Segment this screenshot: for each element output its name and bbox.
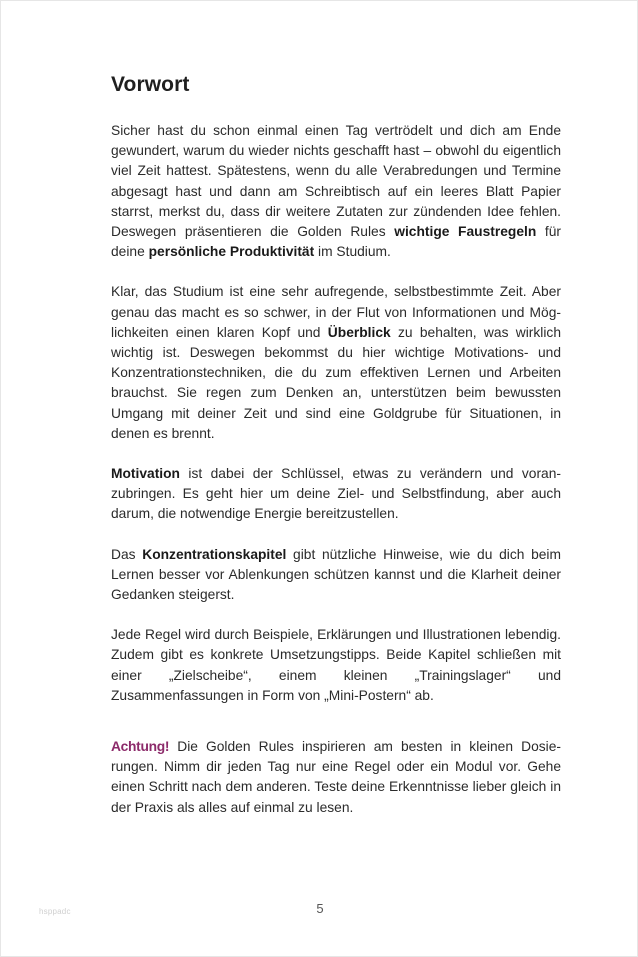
paragraph-text: Jede Regel wird durch Beispiele, Erklärungen und Illustrationen lebendig. Zudem gibt es konkrete Umsetzungstipps. Beide Kapitel schließen mit einer „Zielscheibe“, einem kleinen „Trainingslager“ und Zusammenfassungen in Form von „Mini-Postern“ ab. [111, 627, 561, 703]
page-number: 5 [316, 901, 324, 916]
body-paragraph [111, 464, 561, 525]
paragraph-list [111, 121, 561, 818]
body-paragraph [111, 737, 561, 818]
warning-label: Achtung! [111, 739, 170, 755]
page-content [111, 71, 561, 838]
body-paragraph [111, 121, 561, 262]
emphasis-text: persönliche Produktivität [148, 244, 315, 260]
paragraph-text: ist dabei der Schlüssel, etwas zu verändern und voranzubringen. Es geht hier um deine Ziel- und Selbstfindung, aber auch darum, die notwendige Energie bereitzustellen. [111, 466, 561, 522]
paragraph-text: gibt nützliche Hinweise, wie du dich beim Lernen besser vor Ablenkungen schützen kannst und die Klarheit deiner Gedanken steigerst. [111, 546, 561, 603]
paragraph-text: zu behalten, was wirklich wichtig ist. Deswegen bekommst du hier wichtige Motivations- und Konzentrationstechniken, die du zum effektiven Lernen und Arbeiten brauchst. Sie regen zum Denken an, unterstützen beim bewussten Umgang mit deiner Zeit und sind eine Goldgrube für Situationen, in denen es brennt. [111, 324, 562, 441]
body-paragraph [111, 282, 561, 444]
paragraph-text: Sicher hast du schon einmal einen Tag vertrödelt und dich am Ende gewundert, warum du wieder nichts geschafft hast – obwohl du eigentlich viel Zeit hattest. Spätestens, wenn du alle Verabredungen und Termine abgesagt hast und dann am Schreibtisch auf ein leeres Blatt Papier starrst, merkst du, dass dir weitere Zutaten zur zündenden Idee fehlen. Deswegen präsentieren die Golden Rules [111, 123, 561, 240]
paragraph-text: Das [111, 546, 143, 562]
emphasis-text: Konzentrationskapitel [142, 546, 287, 562]
emphasis-text: Überblick [327, 324, 391, 340]
paragraph-text: für deine [111, 224, 561, 260]
watermark-text: hsppadc [39, 907, 71, 916]
emphasis-text: Motivation [111, 466, 180, 482]
body-paragraph [111, 545, 561, 606]
emphasis-text: wichtige Faustregeln [394, 224, 537, 240]
body-paragraph [111, 625, 561, 706]
paragraph-text: Klar, das Studium ist eine sehr aufregende, selbstbestimmte Zeit. Aber genau das macht es so schwer, in der Flut von Informationen und Möglichkeiten einen klaren Kopf und [111, 284, 561, 340]
paragraph-text: Die Golden Rules inspirieren am besten in kleinen Dosierungen. Nimm dir jeden Tag nur eine Regel oder ein Modul vor. Gehe einen Schritt nach dem anderen. Teste deine Erkenntnisse lieber gleich in der Praxis als alles auf einmal zu lesen. [111, 739, 561, 815]
page-title: Vorwort [111, 73, 190, 96]
paragraph-text: im Studium. [314, 244, 391, 260]
